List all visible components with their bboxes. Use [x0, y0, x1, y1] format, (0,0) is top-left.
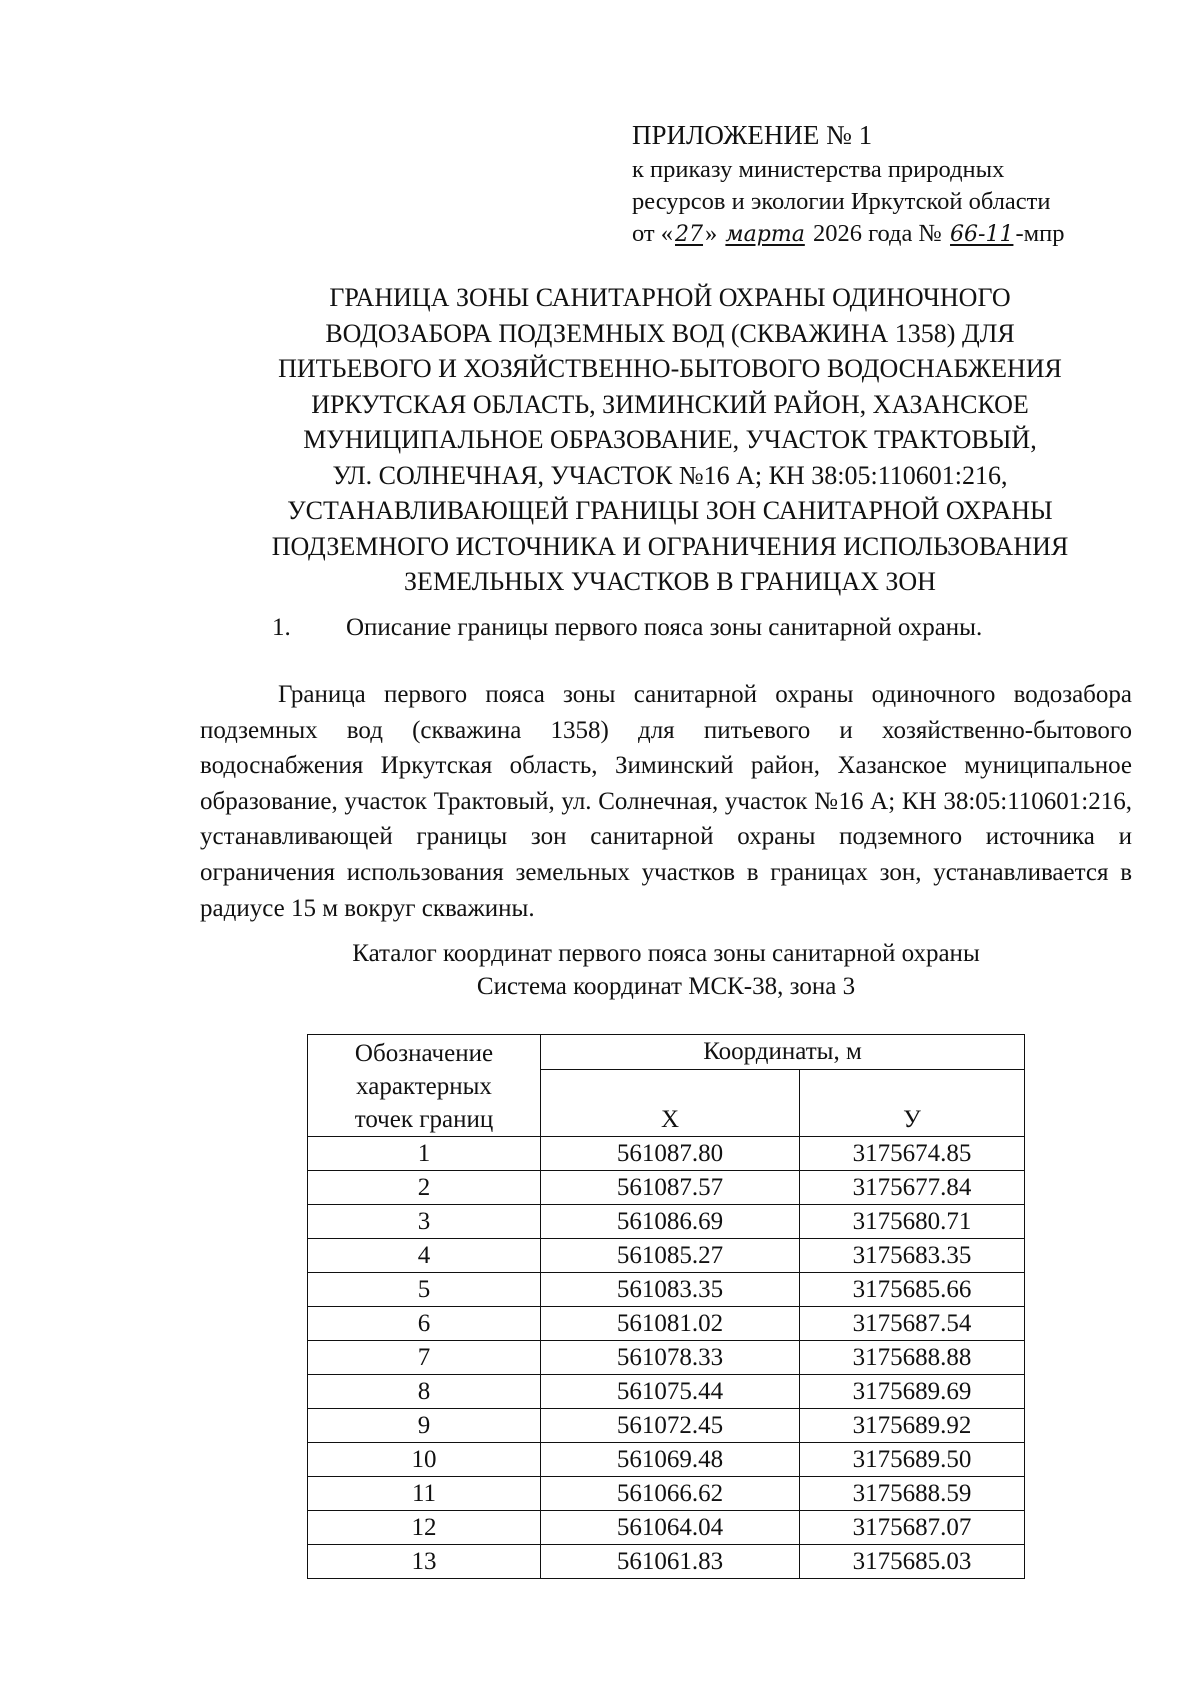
header-y: У: [800, 1070, 1025, 1137]
point-cell: 6: [308, 1307, 541, 1341]
title-line: ПИТЬЕВОГО И ХОЗЯЙСТВЕННО-БЫТОВОГО ВОДОСНАБЖЕНИЯ: [278, 354, 1062, 383]
caption-line-2: Система координат МСК-38, зона 3: [476, 973, 856, 1000]
table-row: [308, 1137, 1025, 1171]
order-suffix: -мпр: [1015, 220, 1065, 247]
x-cell: 561087.80: [541, 1137, 800, 1171]
appendix-title: ПРИЛОЖЕНИЕ № 1: [632, 120, 873, 150]
x-cell: 561061.83: [541, 1545, 800, 1579]
table-body: [308, 1137, 1025, 1579]
point-cell: 2: [308, 1171, 541, 1205]
document-title: [210, 280, 1130, 600]
coordinates-table: [307, 1034, 1025, 1579]
appendix-block: [632, 118, 1152, 251]
date-day-handwritten: 27: [675, 222, 704, 247]
caption-line-1: Каталог координат первого пояса зоны санитарной охраны: [352, 940, 980, 967]
date-mid: »: [705, 220, 724, 247]
point-cell: 11: [308, 1477, 541, 1511]
appendix-line-2: ресурсов и экологии Иркутской области: [632, 188, 1051, 215]
point-cell: 12: [308, 1511, 541, 1545]
title-line: ГРАНИЦА ЗОНЫ САНИТАРНОЙ ОХРАНЫ ОДИНОЧНОГО: [329, 283, 1011, 312]
table-row: [308, 1171, 1025, 1205]
y-cell: 3175688.59: [800, 1477, 1025, 1511]
title-line: ИРКУТСКАЯ ОБЛАСТЬ, ЗИМИНСКИЙ РАЙОН, ХАЗАНСКОЕ: [311, 389, 1029, 419]
x-cell: 561069.48: [541, 1443, 800, 1477]
header-point-line: характерных: [356, 1073, 492, 1100]
point-cell: 4: [308, 1239, 541, 1273]
table-row: [308, 1273, 1025, 1307]
y-cell: 3175687.54: [800, 1307, 1025, 1341]
point-cell: 10: [308, 1443, 541, 1477]
x-cell: 561085.27: [541, 1239, 800, 1273]
title-line: УСТАНАВЛИВАЮЩЕЙ ГРАНИЦЫ ЗОН САНИТАРНОЙ ОХРАНЫ: [287, 496, 1053, 525]
table-row: [308, 1239, 1025, 1273]
y-cell: 3175688.88: [800, 1341, 1025, 1375]
title-line: ВОДОЗАБОРА ПОДЗЕМНЫХ ВОД (СКВАЖИНА 1358) ДЛЯ: [325, 318, 1015, 348]
section-1-heading: [272, 612, 982, 644]
section-number: 1.: [272, 614, 291, 641]
y-cell: 3175689.50: [800, 1443, 1025, 1477]
x-cell: 561072.45: [541, 1409, 800, 1443]
x-cell: 561078.33: [541, 1341, 800, 1375]
y-cell: 3175689.92: [800, 1409, 1025, 1443]
table-row: [308, 1443, 1025, 1477]
point-cell: 3: [308, 1205, 541, 1239]
table-row: [308, 1545, 1025, 1579]
y-cell: 3175687.07: [800, 1511, 1025, 1545]
section-heading-text: Описание границы первого пояса зоны санитарной охраны.: [346, 614, 983, 641]
header-coordinates: Координаты, м: [541, 1035, 1025, 1070]
header-point-line: точек границ: [354, 1106, 494, 1133]
y-cell: 3175674.85: [800, 1137, 1025, 1171]
description-paragraph: Граница первого пояса зоны санитарной охраны одиночного водозабора подземных вод (скважина 1358) для питьевого и хозяйственно-бытового водоснабжения Иркутская область, Зиминский район, Хазанское муниципальное образование, участок Трактовый, ул. Солнечная, участок №16 А; КН 38:05:110601:216, устанавливающей границы зон санитарной охраны подземного источника и ограничения использования земельных участков в границах зон, устанавливается в радиусе 15 м вокруг скважины.: [200, 681, 1132, 922]
x-cell: 561087.57: [541, 1171, 800, 1205]
title-line: МУНИЦИПАЛЬНОЕ ОБРАЗОВАНИЕ, УЧАСТОК ТРАКТОВЫЙ,: [303, 425, 1037, 454]
y-cell: 3175685.66: [800, 1273, 1025, 1307]
title-line: ЗЕМЕЛЬНЫХ УЧАСТКОВ В ГРАНИЦАХ ЗОН: [404, 567, 936, 596]
table-row: [308, 1205, 1025, 1239]
table-row: [308, 1307, 1025, 1341]
table-row: [308, 1511, 1025, 1545]
appendix-date-line: [632, 218, 1152, 251]
y-cell: 3175680.71: [800, 1205, 1025, 1239]
y-cell: 3175677.84: [800, 1171, 1025, 1205]
point-cell: 5: [308, 1273, 541, 1307]
table-row: [308, 1409, 1025, 1443]
order-number-handwritten: 66-11: [950, 222, 1014, 247]
y-cell: 3175683.35: [800, 1239, 1025, 1273]
date-prefix: от «: [632, 220, 674, 247]
x-cell: 561086.69: [541, 1205, 800, 1239]
point-cell: 13: [308, 1545, 541, 1579]
point-cell: 7: [308, 1341, 541, 1375]
date-month-handwritten: марта: [725, 222, 805, 247]
x-cell: 561075.44: [541, 1375, 800, 1409]
date-year: 2026 года №: [806, 220, 949, 247]
x-cell: 561066.62: [541, 1477, 800, 1511]
title-line: ПОДЗЕМНОГО ИСТОЧНИКА И ОГРАНИЧЕНИЯ ИСПОЛЬЗОВАНИЯ: [271, 531, 1069, 561]
header-point-designation: [308, 1035, 541, 1137]
x-cell: 561083.35: [541, 1273, 800, 1307]
appendix-line-1: к приказу министерства природных: [632, 156, 1005, 183]
x-cell: 561081.02: [541, 1307, 800, 1341]
point-cell: 8: [308, 1375, 541, 1409]
point-cell: 1: [308, 1137, 541, 1171]
header-point-line: Обозначение: [354, 1040, 494, 1067]
title-line: УЛ. СОЛНЕЧНАЯ, УЧАСТОК №16 А; КН 38:05:110601:216,: [332, 460, 1008, 490]
y-cell: 3175689.69: [800, 1375, 1025, 1409]
table-row: [308, 1477, 1025, 1511]
point-cell: 9: [308, 1409, 541, 1443]
x-cell: 561064.04: [541, 1511, 800, 1545]
table-row: [308, 1375, 1025, 1409]
table-row: [308, 1341, 1025, 1375]
table-caption: [200, 937, 1132, 1003]
y-cell: 3175685.03: [800, 1545, 1025, 1579]
header-x: X: [541, 1070, 800, 1137]
